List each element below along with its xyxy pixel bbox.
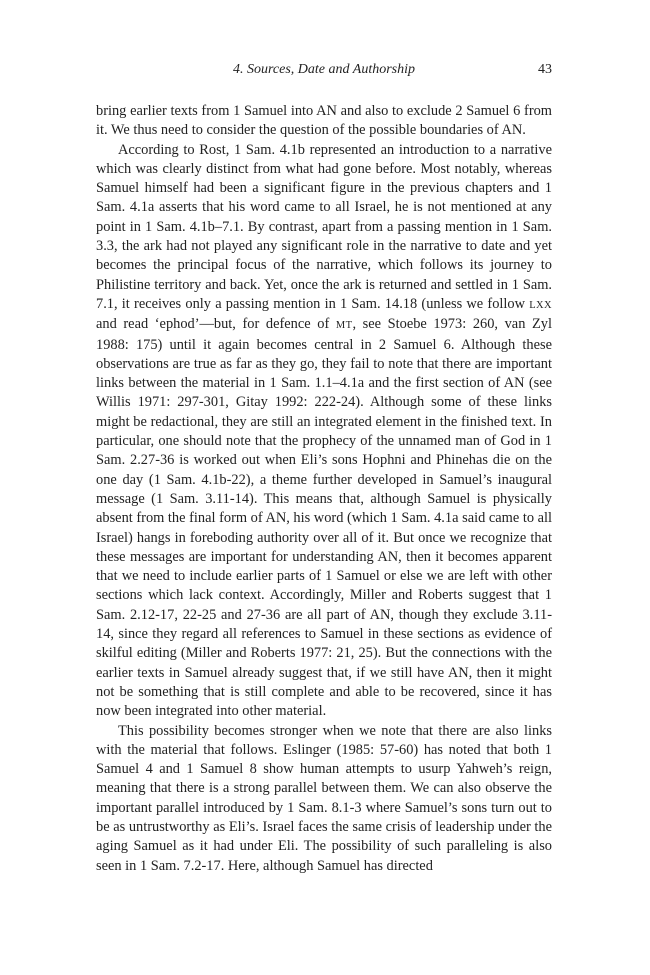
paragraph-possibility: This possibility becomes stronger when we note that there are also links with the material that follows. Eslinger (1985: 57-60) has noted that both 1 Samuel 4 and 1 Samuel 8 show human attempts to usurp Yahweh’s reign, meaning that there is a strong parallel between them. We can also observe the important parallel introduced by 1 Sam. 8.1-3 where Samuel’s sons turn out to be as untrustworthy as Eli’s. Israel faces the same crisis of leadership under the aging Samuel as it had under Eli. The possibility of such paralleling is also seen in 1 Sam. 7.2-17. Here, although Samuel has directed [96, 722, 552, 874]
paragraph-text: and read ‘ephod’—but, for defence of [96, 316, 330, 333]
paragraph-continued: bring earlier texts from 1 Samuel into AN and also to exclude 2 Samuel 6 from it. We thus need to consider the question of the possible boundaries of AN. [96, 103, 552, 139]
running-header [96, 62, 552, 86]
paragraph-text: , see Stoebe 1973: 260, van Zyl 1988: 175) until it again becomes central in 2 Samuel 6. Although these observations are true as far as they go, they fail to note that there are important links between the material in 1 Sam. 1.1–4.1a and the first section of AN (see Willis 1971: 297-301, Gitay 1992: 222-24). Although some of these links might be redactional, they are still an integrated element in the finished text. In particular, one should note that the prophecy of the unnamed man of God in 1 Sam. 2.27-36 is worked out when Eli’s sons Hophni and Phinehas die on the one day (1 Sam. 4.1b-22), a theme further developed in Samuel’s inaugural message (1 Sam. 3.11-14). This means that, although Samuel is physically absent from the final form of AN, his word (which 1 Sam. 4.1a said came to all Israel) hangs in foreboding authority over all of it. But once we recognize that these messages are important for understanding AN, then it becomes apparent that we need to include earlier parts of 1 Samuel or else we are left with other sections which lack context. Accordingly, Miller and Roberts suggest that 1 Sam. 2.12-17, 22-25 and 27-36 are all part of AN, though they exclude 3.11-14, since they regard all references to Samuel in these sections as evidence of skilful editing (Miller and Roberts 1977: 21, 25). But the connections with the earlier texts in Samuel already suggest that, if we still have AN, then it might not be something that is still complete and able to be recovered, since it has now been integrated into other material. [96, 316, 552, 720]
abbrev-mt: MT [335, 320, 353, 332]
body-text [96, 102, 552, 876]
running-title: 4. Sources, Date and Authorship [233, 62, 415, 77]
paragraph-rost [96, 141, 552, 722]
abbrev-lxx: LXX [529, 299, 552, 311]
page-number: 43 [538, 62, 552, 77]
paragraph-text: According to Rost, 1 Sam. 4.1b represented an introduction to a narrative which was clearly distinct from what had gone before. Most notably, whereas Samuel himself had been a significant figure in the previous chapters and 1 Sam. 4.1a asserts that his word came to all Israel, he is not mentioned at any point in 1 Sam. 4.1b–7.1. By contrast, apart from a passing mention in 1 Sam. 3.3, the ark had not played any significant role in the narrative to date and yet becomes the principal focus of the narrative, which follows its journey to Philistine territory and back. Yet, once the ark is returned and settled in 1 Sam. 7.1, it receives only a passing mention in 1 Sam. 14.18 (unless we follow [96, 141, 552, 312]
